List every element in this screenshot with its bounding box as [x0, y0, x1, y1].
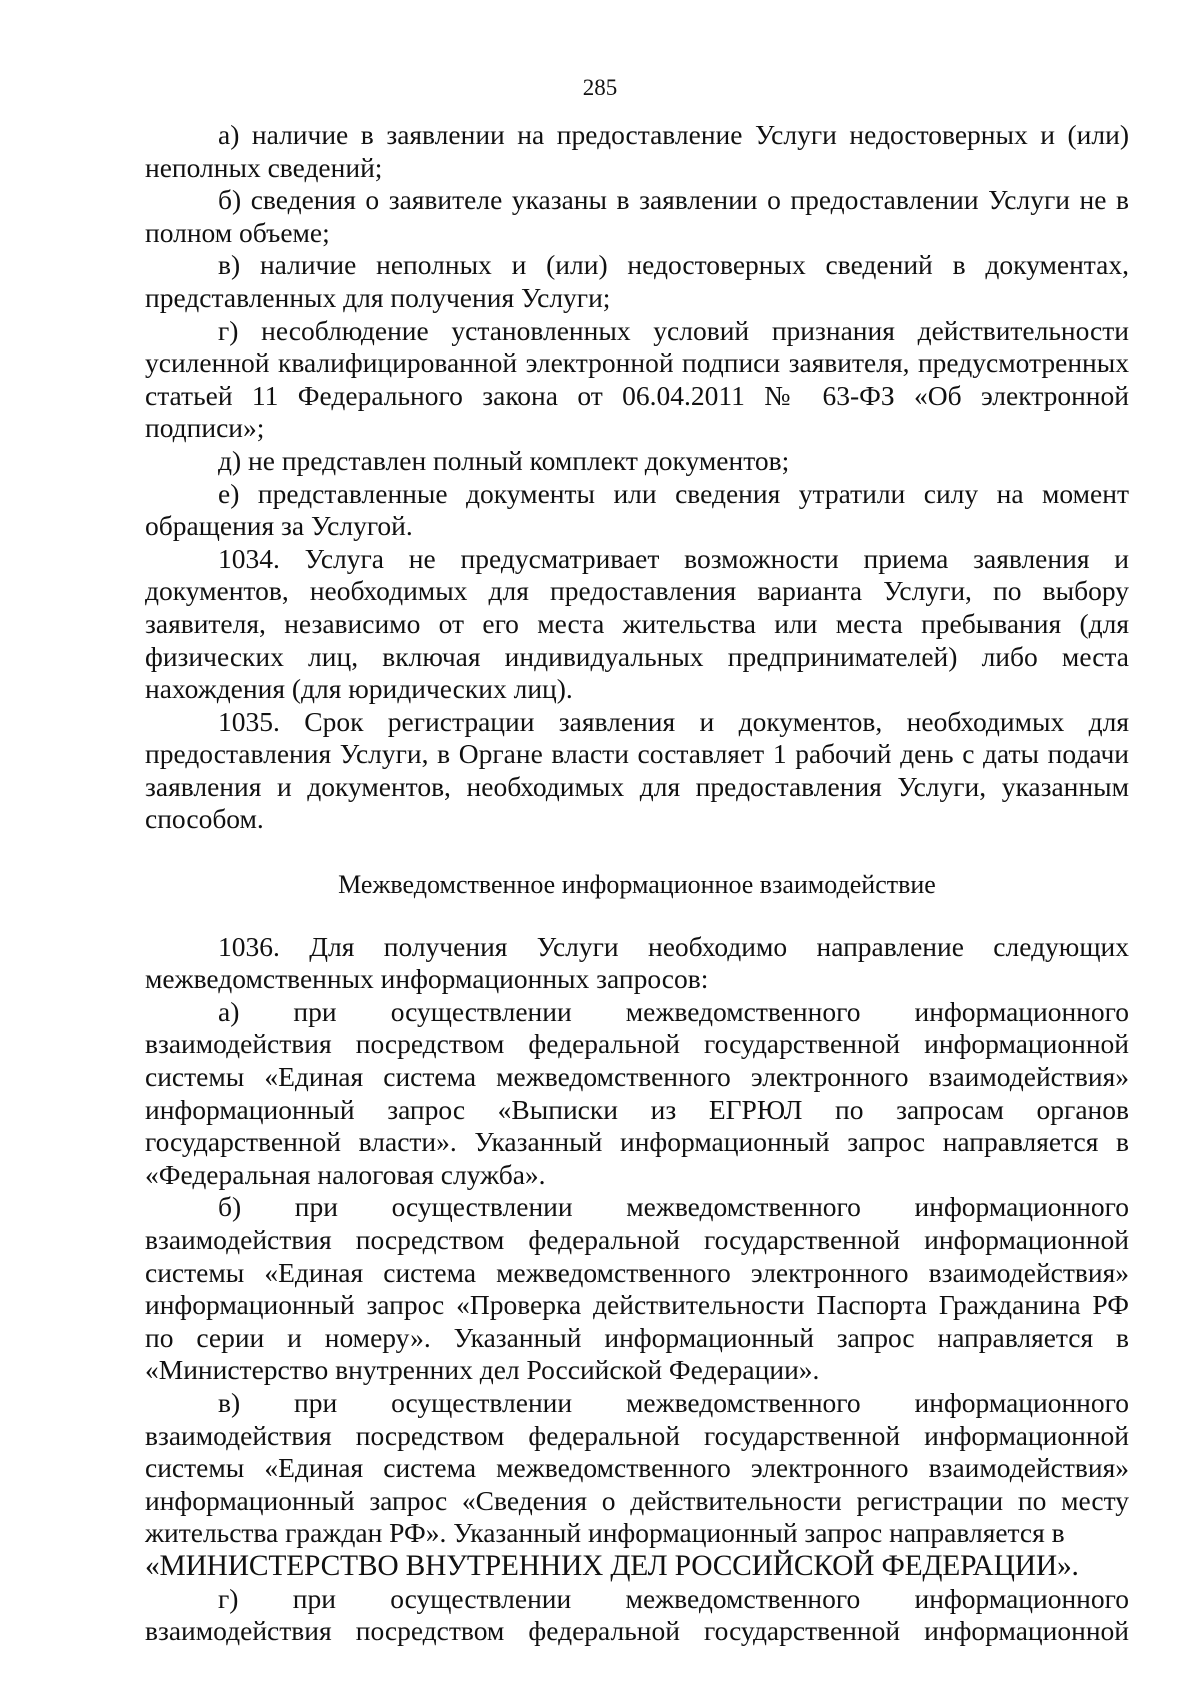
- paragraph-1034: 1034. Услуга не предусматривает возможности приема заявления и документов, необходимых для предоставления варианта Услуги, по выбору заявителя, независимо от его места жительства или места пребывания (для физических лиц, включая индивидуальных предпринимателей) либо места нахождения (для юридических лиц).: [145, 542, 1129, 705]
- paragraph-item-b: б) сведения о заявителе указаны в заявлении о предоставлении Услуги не в полном объеме;: [145, 184, 1129, 248]
- paragraph-item-a: а) наличие в заявлении на предоставление Услуги недостоверных и (или) неполных сведений;: [145, 119, 1129, 183]
- paragraph-item-g: г) несоблюдение установленных условий признания действительности усиленной квалифицированной электронной подписи заявителя, предусмотренных статьей 11 Федерального закона от 06.04.2011 № 63-ФЗ «Об электронной подписи»;: [145, 314, 1129, 444]
- paragraph-1036-v-recipient: «МИНИСТЕРСТВО ВНУТРЕННИХ ДЕЛ РОССИЙСКОЙ ФЕДЕРАЦИИ».: [145, 1549, 1079, 1582]
- paragraph-item-e: е) представленные документы или сведения утратили силу на момент обращения за Услугой.: [145, 477, 1129, 542]
- document-body: [145, 119, 1129, 1648]
- paragraph-1036-b: б) при осуществлении межведомственного информационного взаимодействия посредством федеральной государственной информационной системы «Единая система межведомственного электронного взаимодействия» информационный запрос «Проверка действительности Паспорта Гражданина РФ по серии и номеру». Указанный информационный запрос направляется в «Министерство внутренних дел Российской Федерации».: [145, 1191, 1129, 1386]
- paragraph-1036-a: а) при осуществлении межведомственного информационного взаимодействия посредством федеральной государственной информационной системы «Единая система межведомственного электронного взаимодействия» информационный запрос «Выписки из ЕГРЮЛ по запросам органов государственной власти». Указанный информационный запрос направляется в «Федеральная налоговая служба».: [145, 995, 1129, 1190]
- page-number: 285: [582, 75, 618, 100]
- paragraph-1035: 1035. Срок регистрации заявления и документов, необходимых для предоставления Услуги, в Органе власти составляет 1 рабочий день с даты подачи заявления и документов, необходимых для предоставления Услуги, указанным способом.: [145, 705, 1129, 835]
- paragraph-1036-v: в) при осуществлении межведомственного информационного взаимодействия посредством федеральной государственной информационной системы «Единая система межведомственного электронного взаимодействия» информационный запрос «Сведения о действительности регистрации по месту жительства граждан РФ». Указанный информационный запрос направляется в: [145, 1386, 1129, 1549]
- paragraph-item-d: д) не представлен полный комплект документов;: [218, 444, 790, 476]
- paragraph-item-v: в) наличие неполных и (или) недостоверных сведений в документах, представленных для получения Услуги;: [145, 249, 1129, 313]
- paragraph-1036-g: г) при осуществлении межведомственного информационного взаимодействия посредством федеральной государственной информационной: [145, 1582, 1129, 1647]
- paragraph-1036: 1036. Для получения Услуги необходимо направление следующих межведомственных информационных запросов:: [145, 930, 1129, 995]
- section-heading: Межведомственное информационное взаимодействие: [338, 870, 936, 900]
